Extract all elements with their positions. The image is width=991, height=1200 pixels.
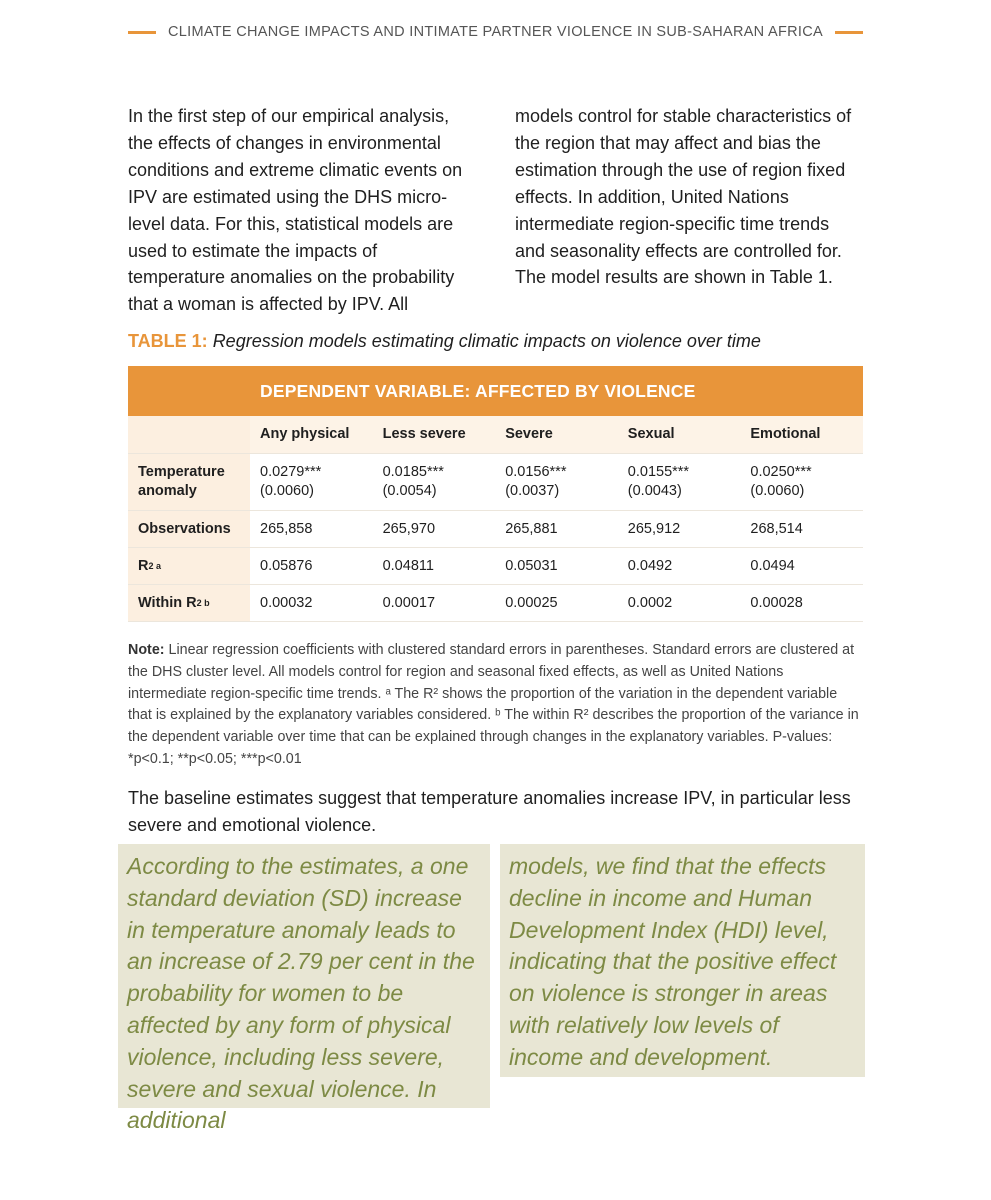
column-header: Severe bbox=[505, 426, 553, 442]
header-rule-left bbox=[128, 31, 156, 34]
table-cell: 0.00017 bbox=[382, 594, 436, 611]
row-header-label: R bbox=[138, 557, 149, 574]
table-cell: 0.0185*** (0.0054) bbox=[382, 464, 444, 499]
table-row bbox=[128, 511, 863, 548]
table-cell: 0.0156*** (0.0037) bbox=[505, 464, 567, 499]
row-header: Within R 2 b bbox=[128, 585, 250, 621]
table-cell: 0.0279*** (0.0060) bbox=[260, 464, 322, 499]
table-cell: 0.05876 bbox=[260, 557, 313, 574]
table-cell: 0.04811 bbox=[382, 557, 434, 574]
table-note-text: Linear regression coefficients with clustered standard errors in parentheses. Standard errors are clustered at the DHS cluster level. All models control for region and seasonal fixed effects, as well as United Nations intermediate region-specific time trends. ᵃ The R² shows the proportion of the variation in the dependent variable that is explained by the explanatory variables considered. ᵇ The within R² describes the proportion of the variance in the dependent variable over time that can be explained through changes in the explanatory variables. P-values: *p<0.1; **p<0.05; ***p<0.01 bbox=[128, 642, 859, 767]
table-note bbox=[128, 640, 863, 771]
baseline-paragraph: The baseline estimates suggest that temperature anomalies increase IPV, in particular less severe and emotional violence. bbox=[128, 788, 851, 835]
row-header: R 2 a bbox=[128, 548, 250, 584]
table-cell: 0.0155*** (0.0043) bbox=[627, 464, 690, 499]
table-cell: 0.0250*** (0.0060) bbox=[750, 464, 812, 499]
pull-quote-right: models, we find that the effects decline in income and Human Development Index (HDI) level, indicating that the positive effect on violence is stronger in areas with relatively low levels of income and development. bbox=[500, 844, 865, 1077]
table-caption bbox=[128, 331, 863, 352]
table-row bbox=[128, 585, 863, 622]
table-cell: 0.00032 bbox=[260, 594, 313, 611]
table-caption-label: TABLE 1: bbox=[128, 331, 208, 351]
table-corner-cell bbox=[128, 416, 250, 453]
row-header: Observations bbox=[128, 511, 250, 547]
pull-quote-left: According to the estimates, a one standard deviation (SD) increase in temperature anomaly leads to an increase of 2.79 per cent in the probability for women to be affected by any form of physical violence, including less severe, severe and sexual violence. In additional bbox=[118, 844, 490, 1108]
column-header: Less severe bbox=[382, 426, 466, 442]
column-header: Any physical bbox=[260, 426, 350, 442]
table-banner-text: DEPENDENT VARIABLE: AFFECTED BY VIOLENCE bbox=[260, 380, 696, 401]
intro-column-2: models control for stable characteristics of the region that may affect and bias the estimation through the use of region fixed effects. In addition, United Nations intermediate region-specific time trends and seasonality effects are controlled for. The model results are shown in Table 1. bbox=[515, 106, 852, 288]
table-banner bbox=[128, 366, 863, 416]
table-cell: 0.0002 bbox=[627, 594, 673, 611]
table-note-label: Note: bbox=[128, 642, 165, 658]
table-cell: 265,858 bbox=[260, 520, 313, 537]
table-cell: 265,970 bbox=[382, 520, 436, 537]
regression-table bbox=[128, 366, 863, 622]
header-rule-right bbox=[835, 31, 863, 34]
intro-column-1: In the first step of our empirical analysis, the effects of changes in environmental conditions and extreme climatic events on IPV are estimated using the DHS micro-level data. For this, statistical models are used to estimate the impacts of temperature anomalies on the probability that a woman is affected by IPV. All bbox=[128, 106, 463, 315]
table-cell: 0.0492 bbox=[627, 557, 673, 574]
column-header: Emotional bbox=[750, 426, 821, 442]
table-cell: 265,912 bbox=[627, 520, 681, 537]
table-cell: 0.0494 bbox=[750, 557, 795, 574]
table-cell: 265,881 bbox=[505, 520, 558, 537]
table-row bbox=[128, 548, 863, 585]
running-header bbox=[128, 22, 863, 42]
table-row bbox=[128, 454, 863, 511]
table-cell: 0.00025 bbox=[505, 594, 558, 611]
row-header-label: Within R bbox=[138, 594, 197, 611]
table-cell: 268,514 bbox=[750, 520, 803, 537]
intro-paragraph bbox=[128, 103, 863, 318]
row-header: Temperature anomaly bbox=[128, 454, 250, 510]
table-caption-text: Regression models estimating climatic impacts on violence over time bbox=[212, 331, 761, 351]
table-column-header-row bbox=[128, 416, 863, 454]
running-header-title: CLIMATE CHANGE IMPACTS AND INTIMATE PARTNER VIOLENCE IN SUB-SAHARAN AFRICA bbox=[168, 24, 823, 40]
table-cell: 0.05031 bbox=[505, 557, 558, 574]
column-header: Sexual bbox=[627, 426, 675, 442]
table-cell: 0.00028 bbox=[750, 594, 803, 611]
